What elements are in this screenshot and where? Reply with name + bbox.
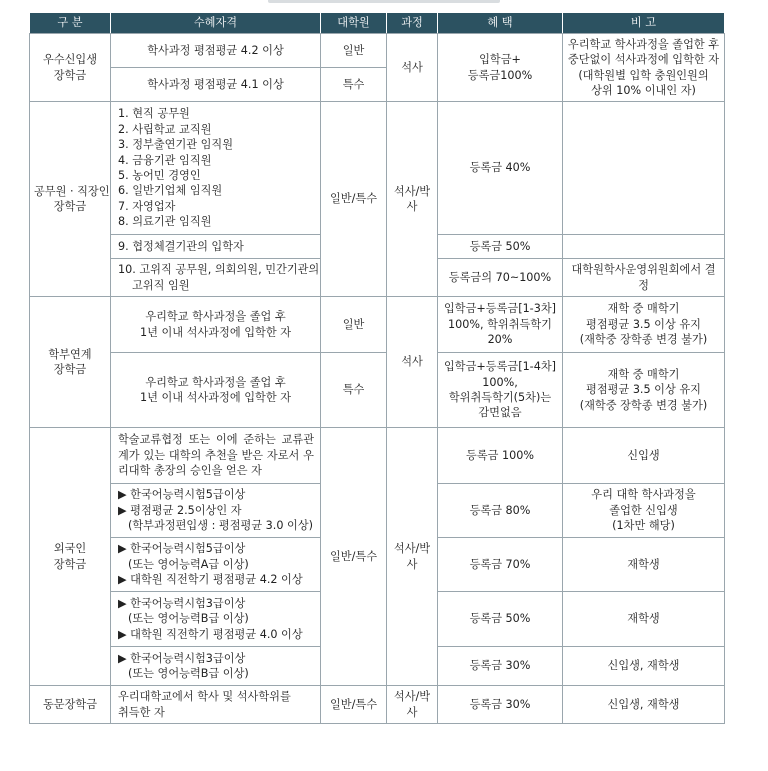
benefit-cell: 등록금 70% (438, 538, 563, 592)
course-cell: 석사/박사 (387, 428, 438, 686)
table-row (30, 686, 725, 724)
category-cell: 외국인 장학금 (30, 428, 111, 686)
benefit-cell: 등록금 30% (438, 647, 563, 686)
qualification-cell: ▶ 한국어능력시험5급이상 ▶ 평점평균 2.5이상인 자 (학부과정편입생 : 평점평균 3.0 이상) (111, 484, 321, 538)
category-cell: 학부연계 장학금 (30, 297, 111, 428)
benefit-cell: 등록금 80% (438, 484, 563, 538)
table-row (30, 34, 725, 68)
school-cell: 일반 (321, 34, 387, 68)
qualification-cell: ▶ 한국어능력시험5급이상 (또는 영어능력A급 이상) ▶ 대학원 직전학기 평점평균 4.2 이상 (111, 538, 321, 592)
note-cell: 신입생 (563, 428, 725, 484)
benefit-cell: 등록금 100% (438, 428, 563, 484)
top-divider (268, 0, 500, 3)
benefit-cell: 입학금+등록금[1-4차] 100%, 학위취득학기(5차)는 감면없음 (438, 353, 563, 428)
note-cell: 신입생, 재학생 (563, 647, 725, 686)
benefit-cell: 등록금 50% (438, 235, 563, 259)
header-graduate-school: 대학원 (321, 13, 387, 34)
qualification-cell: 학사과정 평점평균 4.2 이상 (111, 34, 321, 68)
benefit-cell: 등록금 50% (438, 592, 563, 647)
course-cell: 석사 (387, 297, 438, 428)
course-cell: 석사/박사 (387, 686, 438, 724)
benefit-cell: 등록금 40% (438, 102, 563, 235)
category-cell: 동문장학금 (30, 686, 111, 724)
header-category: 구 분 (30, 13, 111, 34)
note-cell: 대학원학사운영위원회에서 결정 (563, 259, 725, 297)
qualification-cell: 학술교류협정 또는 이에 준하는 교류관계가 있는 대학의 추천을 받은 자로서 우리대학 총장의 승인을 얻은 자 (111, 428, 321, 484)
qualification-cell: 학사과정 평점평균 4.1 이상 (111, 68, 321, 102)
school-cell: 일반/특수 (321, 428, 387, 686)
table-row (30, 297, 725, 353)
header-benefit: 혜 택 (438, 13, 563, 34)
table-row (30, 428, 725, 484)
school-cell: 특수 (321, 68, 387, 102)
school-cell: 특수 (321, 353, 387, 428)
scholarship-table (29, 12, 725, 724)
category-cell: 우수신입생 장학금 (30, 34, 111, 102)
category-cell: 공무원 · 직장인 장학금 (30, 102, 111, 297)
note-cell (563, 102, 725, 235)
table-row (30, 353, 725, 428)
benefit-cell: 등록금 30% (438, 686, 563, 724)
qualification-cell: 10. 고위직 공무원, 의회의원, 민간기관의 고위직 임원 (111, 259, 321, 297)
table-row (30, 102, 725, 235)
school-cell: 일반/특수 (321, 102, 387, 297)
qualification-list-cell: 1. 현직 공무원 2. 사립학교 교직원 3. 정부출연기관 임직원 4. 금융기관 임직원 5. 농어민 경영인 6. 일반기업체 임직원 7. 자영업자 8. 의료기관 임직원 (111, 102, 321, 235)
benefit-cell: 입학금+ 등록금100% (438, 34, 563, 102)
school-cell: 일반/특수 (321, 686, 387, 724)
qualification-cell: ▶ 한국어능력시험3급이상 (또는 영어능력B급 이상) (111, 647, 321, 686)
note-cell (563, 235, 725, 259)
qualification-cell: 우리대학교에서 학사 및 석사학위를 취득한 자 (111, 686, 321, 724)
school-cell: 일반 (321, 297, 387, 353)
note-cell: 재학생 (563, 592, 725, 647)
header-qualification: 수혜자격 (111, 13, 321, 34)
course-cell: 석사/박사 (387, 102, 438, 297)
qualification-cell: 우리학교 학사과정을 졸업 후 1년 이내 석사과정에 입학한 자 (111, 297, 321, 353)
benefit-cell: 입학금+등록금[1-3차] 100%, 학위취득학기 20% (438, 297, 563, 353)
header-row (30, 13, 725, 34)
qualification-cell: 9. 협정체결기관의 입학자 (111, 235, 321, 259)
benefit-cell: 등록금의 70~100% (438, 259, 563, 297)
qualification-cell: 우리학교 학사과정을 졸업 후 1년 이내 석사과정에 입학한 자 (111, 353, 321, 428)
qualification-cell: ▶ 한국어능력시험3급이상 (또는 영어능력B급 이상) ▶ 대학원 직전학기 평점평균 4.0 이상 (111, 592, 321, 647)
header-course: 과정 (387, 13, 438, 34)
header-note: 비 고 (563, 13, 725, 34)
note-cell: 재학 중 매학기 평점평균 3.5 이상 유지 (재학중 장학종 변경 불가) (563, 353, 725, 428)
note-cell: 재학 중 매학기 평점평균 3.5 이상 유지 (재학중 장학종 변경 불가) (563, 297, 725, 353)
note-cell: 우리 대학 학사과정을 졸업한 신입생 (1차만 해당) (563, 484, 725, 538)
note-cell: 신입생, 재학생 (563, 686, 725, 724)
note-cell: 재학생 (563, 538, 725, 592)
course-cell: 석사 (387, 34, 438, 102)
note-cell: 우리학교 학사과정을 졸업한 후 중단없이 석사과정에 입학한 자 (대학원별 입학 충원인원의 상위 10% 이내인 자) (563, 34, 725, 102)
